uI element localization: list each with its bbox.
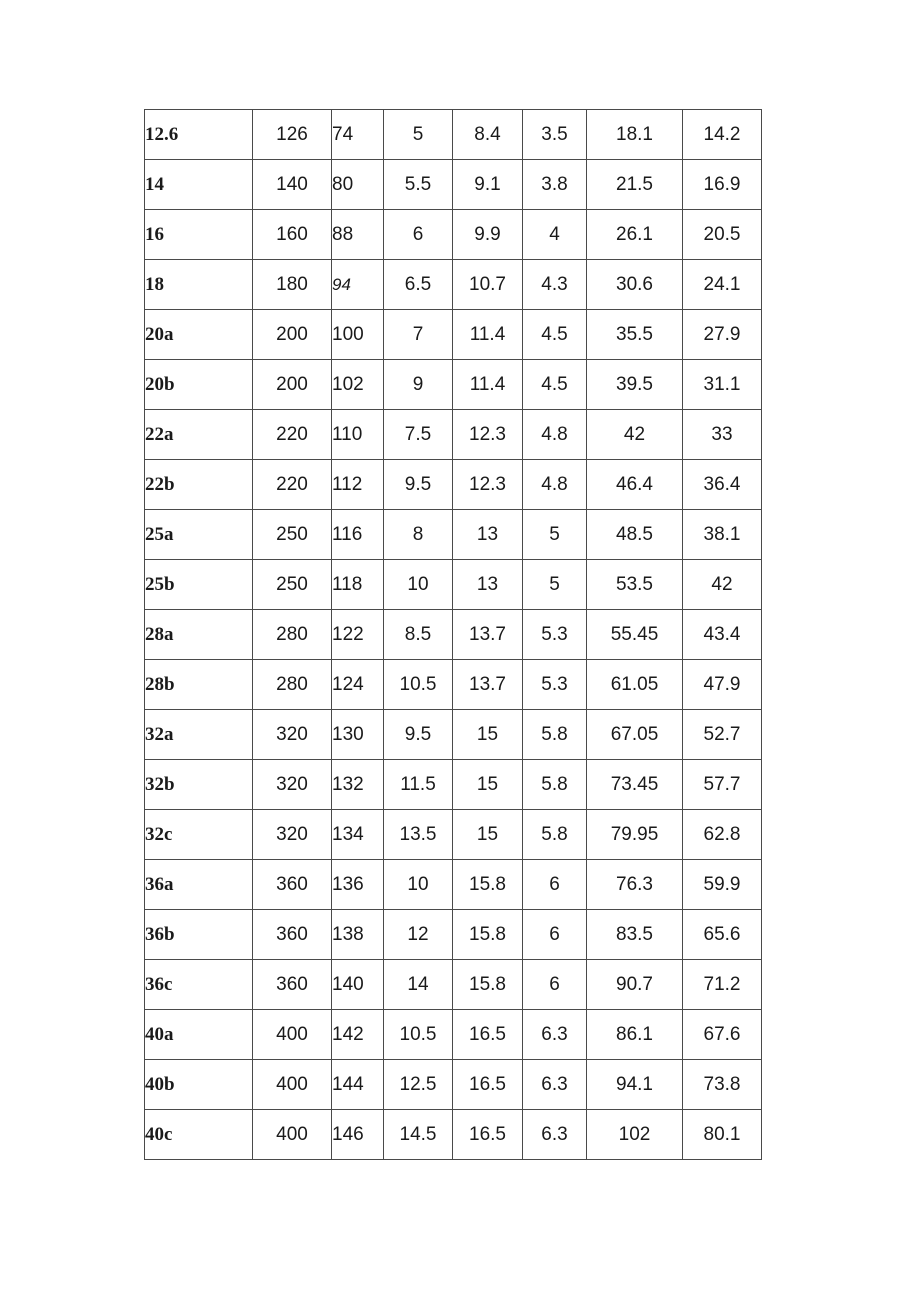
- height-cell: 126: [253, 110, 332, 160]
- flange-thickness-cell: 16.5: [453, 1010, 523, 1060]
- model-cell: 28a: [145, 610, 253, 660]
- model-cell: 22b: [145, 460, 253, 510]
- area-cell: 67.05: [587, 710, 683, 760]
- model-cell: 36b: [145, 910, 253, 960]
- weight-cell: 20.5: [683, 210, 762, 260]
- table-row: [145, 660, 762, 710]
- radius-cell: 6: [523, 910, 587, 960]
- radius-cell: 5: [523, 560, 587, 610]
- flange-thickness-cell: 16.5: [453, 1110, 523, 1160]
- table-row: [145, 510, 762, 560]
- flange-width-cell: 140: [332, 960, 384, 1010]
- table-row: [145, 560, 762, 610]
- weight-cell: 31.1: [683, 360, 762, 410]
- weight-cell: 67.6: [683, 1010, 762, 1060]
- web-thickness-cell: 5.5: [384, 160, 453, 210]
- flange-thickness-cell: 11.4: [453, 310, 523, 360]
- flange-thickness-cell: 13.7: [453, 660, 523, 710]
- height-cell: 400: [253, 1010, 332, 1060]
- weight-cell: 80.1: [683, 1110, 762, 1160]
- area-cell: 39.5: [587, 360, 683, 410]
- web-thickness-cell: 10: [384, 860, 453, 910]
- flange-width-cell: 94: [332, 260, 384, 310]
- weight-cell: 24.1: [683, 260, 762, 310]
- radius-cell: 6.3: [523, 1060, 587, 1110]
- web-thickness-cell: 6: [384, 210, 453, 260]
- model-cell: 40c: [145, 1110, 253, 1160]
- height-cell: 250: [253, 560, 332, 610]
- radius-cell: 4: [523, 210, 587, 260]
- area-cell: 102: [587, 1110, 683, 1160]
- height-cell: 180: [253, 260, 332, 310]
- web-thickness-cell: 9.5: [384, 460, 453, 510]
- model-cell: 40b: [145, 1060, 253, 1110]
- weight-cell: 36.4: [683, 460, 762, 510]
- flange-width-cell: 124: [332, 660, 384, 710]
- weight-cell: 42: [683, 560, 762, 610]
- table-row: [145, 460, 762, 510]
- web-thickness-cell: 9: [384, 360, 453, 410]
- table-row: [145, 260, 762, 310]
- web-thickness-cell: 14.5: [384, 1110, 453, 1160]
- flange-width-cell: 122: [332, 610, 384, 660]
- flange-thickness-cell: 9.9: [453, 210, 523, 260]
- area-cell: 76.3: [587, 860, 683, 910]
- flange-thickness-cell: 13: [453, 560, 523, 610]
- flange-width-cell: 110: [332, 410, 384, 460]
- area-cell: 18.1: [587, 110, 683, 160]
- flange-width-cell: 132: [332, 760, 384, 810]
- area-cell: 21.5: [587, 160, 683, 210]
- table-row: [145, 760, 762, 810]
- weight-cell: 47.9: [683, 660, 762, 710]
- model-cell: 20a: [145, 310, 253, 360]
- height-cell: 360: [253, 860, 332, 910]
- weight-cell: 33: [683, 410, 762, 460]
- flange-thickness-cell: 15: [453, 710, 523, 760]
- area-cell: 83.5: [587, 910, 683, 960]
- height-cell: 280: [253, 660, 332, 710]
- model-cell: 32a: [145, 710, 253, 760]
- weight-cell: 16.9: [683, 160, 762, 210]
- flange-thickness-cell: 15: [453, 760, 523, 810]
- web-thickness-cell: 6.5: [384, 260, 453, 310]
- weight-cell: 65.6: [683, 910, 762, 960]
- flange-width-cell: 118: [332, 560, 384, 610]
- table-row: [145, 1060, 762, 1110]
- area-cell: 79.95: [587, 810, 683, 860]
- web-thickness-cell: 8.5: [384, 610, 453, 660]
- radius-cell: 6: [523, 860, 587, 910]
- flange-thickness-cell: 13: [453, 510, 523, 560]
- table-row: [145, 360, 762, 410]
- web-thickness-cell: 12.5: [384, 1060, 453, 1110]
- height-cell: 360: [253, 910, 332, 960]
- web-thickness-cell: 7: [384, 310, 453, 360]
- table-row: [145, 310, 762, 360]
- model-cell: 22a: [145, 410, 253, 460]
- area-cell: 94.1: [587, 1060, 683, 1110]
- flange-thickness-cell: 15: [453, 810, 523, 860]
- flange-width-cell: 102: [332, 360, 384, 410]
- flange-thickness-cell: 12.3: [453, 460, 523, 510]
- model-cell: 16: [145, 210, 253, 260]
- model-cell: 40a: [145, 1010, 253, 1060]
- height-cell: 400: [253, 1110, 332, 1160]
- radius-cell: 6.3: [523, 1110, 587, 1160]
- area-cell: 42: [587, 410, 683, 460]
- weight-cell: 38.1: [683, 510, 762, 560]
- flange-thickness-cell: 9.1: [453, 160, 523, 210]
- radius-cell: 5: [523, 510, 587, 560]
- table-row: [145, 710, 762, 760]
- radius-cell: 5.8: [523, 810, 587, 860]
- flange-width-cell: 136: [332, 860, 384, 910]
- web-thickness-cell: 10.5: [384, 1010, 453, 1060]
- web-thickness-cell: 9.5: [384, 710, 453, 760]
- model-cell: 36c: [145, 960, 253, 1010]
- model-cell: 14: [145, 160, 253, 210]
- area-cell: 53.5: [587, 560, 683, 610]
- area-cell: 90.7: [587, 960, 683, 1010]
- model-cell: 32b: [145, 760, 253, 810]
- radius-cell: 4.5: [523, 360, 587, 410]
- web-thickness-cell: 14: [384, 960, 453, 1010]
- weight-cell: 52.7: [683, 710, 762, 760]
- model-cell: 28b: [145, 660, 253, 710]
- height-cell: 160: [253, 210, 332, 260]
- radius-cell: 6.3: [523, 1010, 587, 1060]
- model-cell: 25b: [145, 560, 253, 610]
- flange-width-cell: 144: [332, 1060, 384, 1110]
- table-row: [145, 1110, 762, 1160]
- flange-thickness-cell: 12.3: [453, 410, 523, 460]
- radius-cell: 5.3: [523, 660, 587, 710]
- steel-spec-table: [144, 109, 762, 1160]
- web-thickness-cell: 5: [384, 110, 453, 160]
- area-cell: 35.5: [587, 310, 683, 360]
- model-cell: 18: [145, 260, 253, 310]
- web-thickness-cell: 10: [384, 560, 453, 610]
- area-cell: 61.05: [587, 660, 683, 710]
- height-cell: 360: [253, 960, 332, 1010]
- radius-cell: 5.3: [523, 610, 587, 660]
- model-cell: 12.6: [145, 110, 253, 160]
- weight-cell: 71.2: [683, 960, 762, 1010]
- table-row: [145, 860, 762, 910]
- flange-width-cell: 88: [332, 210, 384, 260]
- model-cell: 20b: [145, 360, 253, 410]
- model-cell: 32c: [145, 810, 253, 860]
- flange-width-cell: 100: [332, 310, 384, 360]
- flange-width-cell: 142: [332, 1010, 384, 1060]
- radius-cell: 4.3: [523, 260, 587, 310]
- flange-width-cell: 134: [332, 810, 384, 860]
- area-cell: 30.6: [587, 260, 683, 310]
- height-cell: 250: [253, 510, 332, 560]
- weight-cell: 59.9: [683, 860, 762, 910]
- table-row: [145, 160, 762, 210]
- area-cell: 55.45: [587, 610, 683, 660]
- height-cell: 320: [253, 810, 332, 860]
- weight-cell: 27.9: [683, 310, 762, 360]
- table-row: [145, 210, 762, 260]
- height-cell: 280: [253, 610, 332, 660]
- weight-cell: 73.8: [683, 1060, 762, 1110]
- flange-thickness-cell: 15.8: [453, 860, 523, 910]
- flange-thickness-cell: 10.7: [453, 260, 523, 310]
- area-cell: 48.5: [587, 510, 683, 560]
- web-thickness-cell: 11.5: [384, 760, 453, 810]
- height-cell: 320: [253, 760, 332, 810]
- flange-thickness-cell: 16.5: [453, 1060, 523, 1110]
- web-thickness-cell: 7.5: [384, 410, 453, 460]
- table-row: [145, 810, 762, 860]
- weight-cell: 62.8: [683, 810, 762, 860]
- area-cell: 73.45: [587, 760, 683, 810]
- flange-width-cell: 138: [332, 910, 384, 960]
- flange-thickness-cell: 15.8: [453, 910, 523, 960]
- web-thickness-cell: 10.5: [384, 660, 453, 710]
- height-cell: 320: [253, 710, 332, 760]
- flange-width-cell: 146: [332, 1110, 384, 1160]
- height-cell: 200: [253, 310, 332, 360]
- flange-width-cell: 74: [332, 110, 384, 160]
- web-thickness-cell: 13.5: [384, 810, 453, 860]
- height-cell: 200: [253, 360, 332, 410]
- flange-width-cell: 130: [332, 710, 384, 760]
- radius-cell: 4.5: [523, 310, 587, 360]
- height-cell: 400: [253, 1060, 332, 1110]
- height-cell: 220: [253, 460, 332, 510]
- area-cell: 86.1: [587, 1010, 683, 1060]
- table-row: [145, 960, 762, 1010]
- weight-cell: 57.7: [683, 760, 762, 810]
- weight-cell: 14.2: [683, 110, 762, 160]
- height-cell: 220: [253, 410, 332, 460]
- weight-cell: 43.4: [683, 610, 762, 660]
- table-row: [145, 1010, 762, 1060]
- flange-thickness-cell: 13.7: [453, 610, 523, 660]
- spec-table-body: [145, 110, 762, 1160]
- area-cell: 26.1: [587, 210, 683, 260]
- area-cell: 46.4: [587, 460, 683, 510]
- radius-cell: 5.8: [523, 760, 587, 810]
- web-thickness-cell: 8: [384, 510, 453, 560]
- flange-width-cell: 112: [332, 460, 384, 510]
- radius-cell: 4.8: [523, 410, 587, 460]
- model-cell: 36a: [145, 860, 253, 910]
- flange-thickness-cell: 15.8: [453, 960, 523, 1010]
- flange-thickness-cell: 8.4: [453, 110, 523, 160]
- web-thickness-cell: 12: [384, 910, 453, 960]
- height-cell: 140: [253, 160, 332, 210]
- radius-cell: 3.5: [523, 110, 587, 160]
- radius-cell: 4.8: [523, 460, 587, 510]
- radius-cell: 3.8: [523, 160, 587, 210]
- table-row: [145, 110, 762, 160]
- flange-width-cell: 80: [332, 160, 384, 210]
- flange-thickness-cell: 11.4: [453, 360, 523, 410]
- table-row: [145, 910, 762, 960]
- table-row: [145, 410, 762, 460]
- table-row: [145, 610, 762, 660]
- radius-cell: 6: [523, 960, 587, 1010]
- radius-cell: 5.8: [523, 710, 587, 760]
- model-cell: 25a: [145, 510, 253, 560]
- flange-width-cell: 116: [332, 510, 384, 560]
